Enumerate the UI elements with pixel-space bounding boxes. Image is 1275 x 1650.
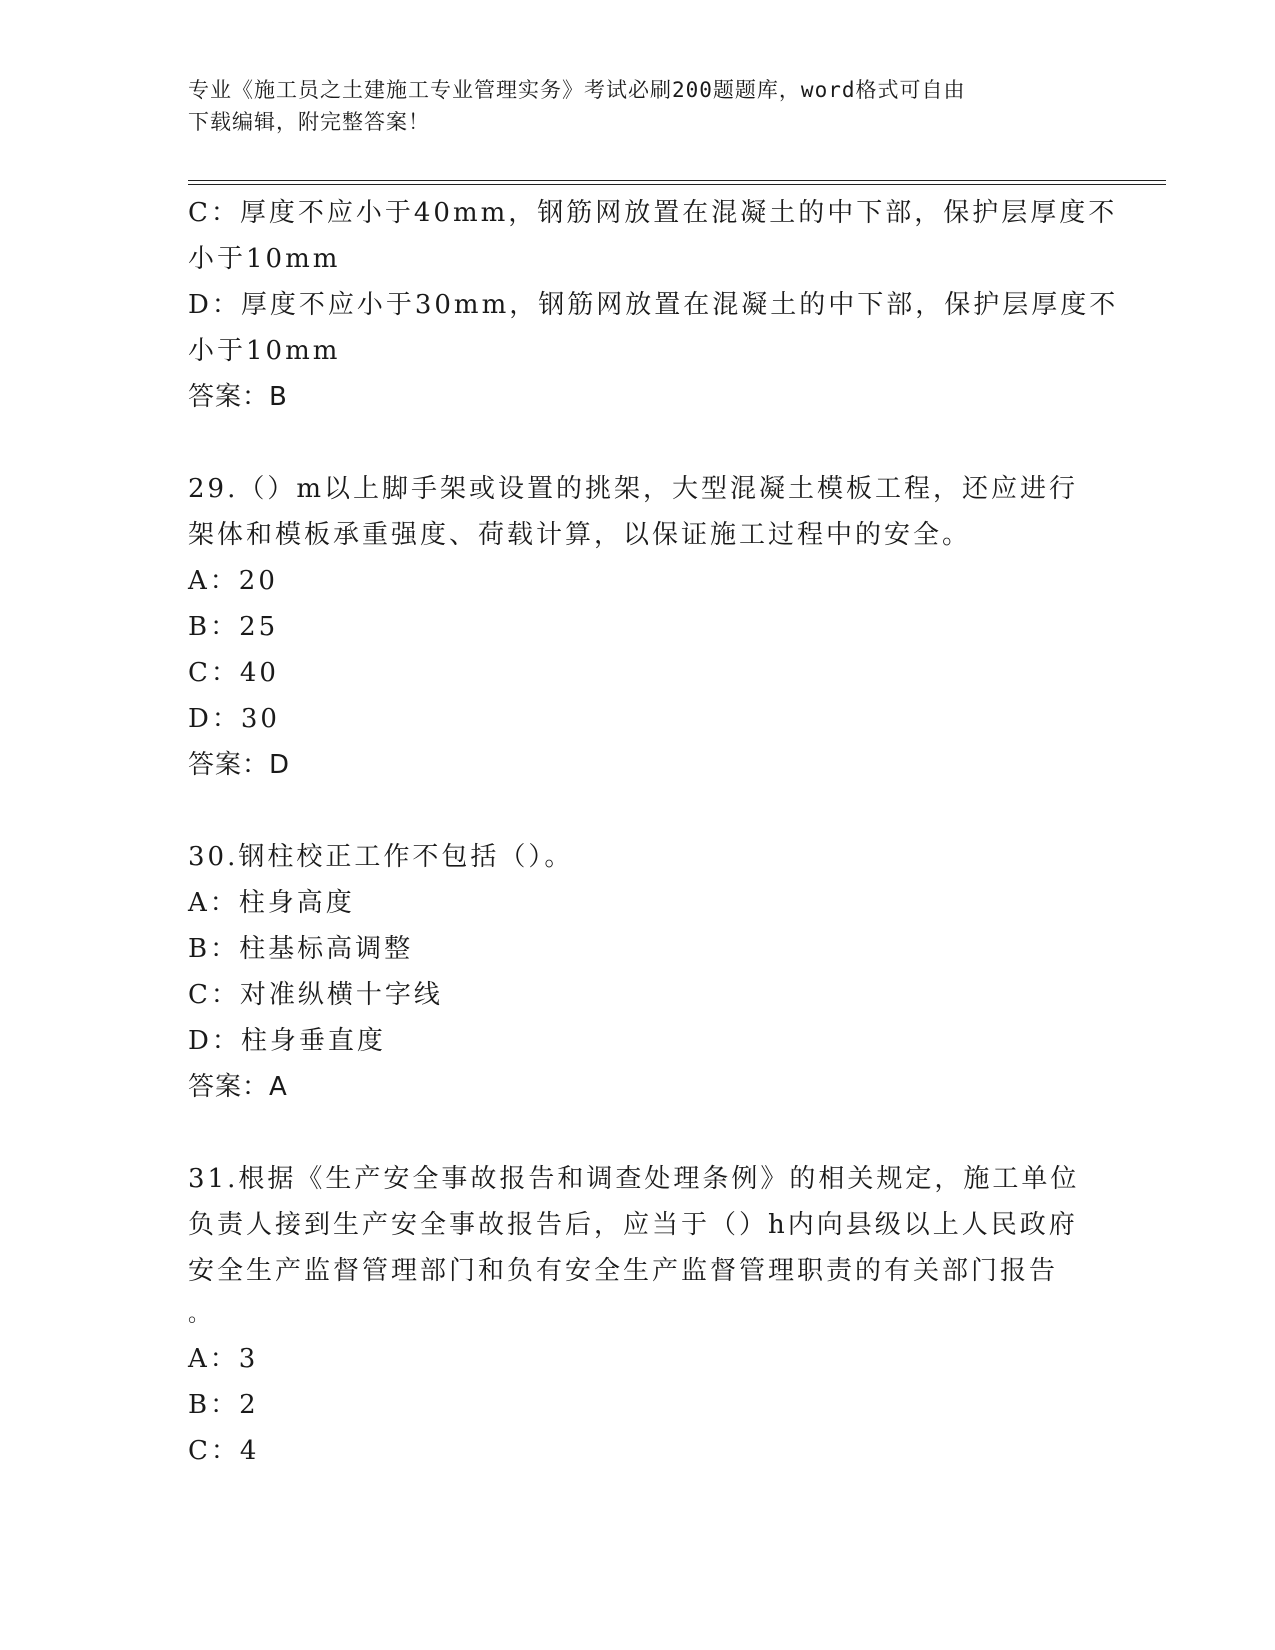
question-28-continued	[188, 190, 1119, 420]
question-stem-line-2: 负责人接到生产安全事故报告后，应当于（）h内向县级以上人民政府	[188, 1210, 1078, 1240]
question-29	[188, 466, 1088, 788]
option-b: B：25	[188, 612, 279, 642]
question-stem-line-1: 29.（）m以上脚手架或设置的挑架，大型混凝土模板工程，还应进行	[188, 474, 1079, 504]
option-b: B：柱基标高调整	[188, 934, 414, 964]
option-c: C：40	[188, 658, 279, 688]
spacer	[188, 788, 1088, 834]
option-a: A：柱身高度	[188, 888, 355, 918]
option-d: D：30	[188, 704, 280, 734]
option-c: C：4	[188, 1436, 260, 1466]
question-list	[188, 190, 1119, 1474]
question-stem-line-1: 31.根据《生产安全事故报告和调查处理条例》的相关规定，施工单位	[188, 1164, 1080, 1194]
question-stem-line-2: 架体和模板承重强度、荷载计算，以保证施工过程中的安全。	[188, 520, 972, 550]
header-line-1: 专业《施工员之土建施工专业管理实务》考试必刷200题题库，word格式可自由	[188, 78, 966, 102]
question-stem-line-3: 安全生产监督管理部门和负有安全生产监督管理职责的有关部门报告	[188, 1256, 1059, 1286]
option-b: B：2	[188, 1390, 259, 1420]
document-header	[188, 74, 1088, 138]
question-stem-line-4: 。	[188, 1302, 214, 1327]
answer-line: 答案：B	[188, 382, 288, 412]
spacer	[188, 1110, 1088, 1156]
option-c-line-1: C：厚度不应小于40mm，钢筋网放置在混凝土的中下部，保护层厚度不	[188, 198, 1118, 228]
option-d: D：柱身垂直度	[188, 1026, 386, 1056]
header-divider-top	[188, 180, 1166, 181]
option-a: A：20	[188, 566, 278, 596]
question-30	[188, 834, 1088, 1110]
question-stem-line-1: 30.钢柱校正工作不包括（）。	[188, 842, 574, 872]
question-31	[188, 1156, 1088, 1474]
option-d-line-1: D：厚度不应小于30mm，钢筋网放置在混凝土的中下部，保护层厚度不	[188, 290, 1119, 320]
option-c-line-2: 小于10mm	[188, 244, 341, 274]
option-c: C：对准纵横十字线	[188, 980, 443, 1010]
header-divider-bottom	[188, 184, 1166, 185]
header-line-2: 下载编辑，附完整答案！	[188, 110, 430, 134]
option-d-line-2: 小于10mm	[188, 336, 341, 366]
spacer	[188, 420, 1088, 466]
answer-line: 答案：A	[188, 1072, 288, 1102]
answer-line: 答案：D	[188, 750, 291, 780]
option-a: A：3	[188, 1344, 259, 1374]
